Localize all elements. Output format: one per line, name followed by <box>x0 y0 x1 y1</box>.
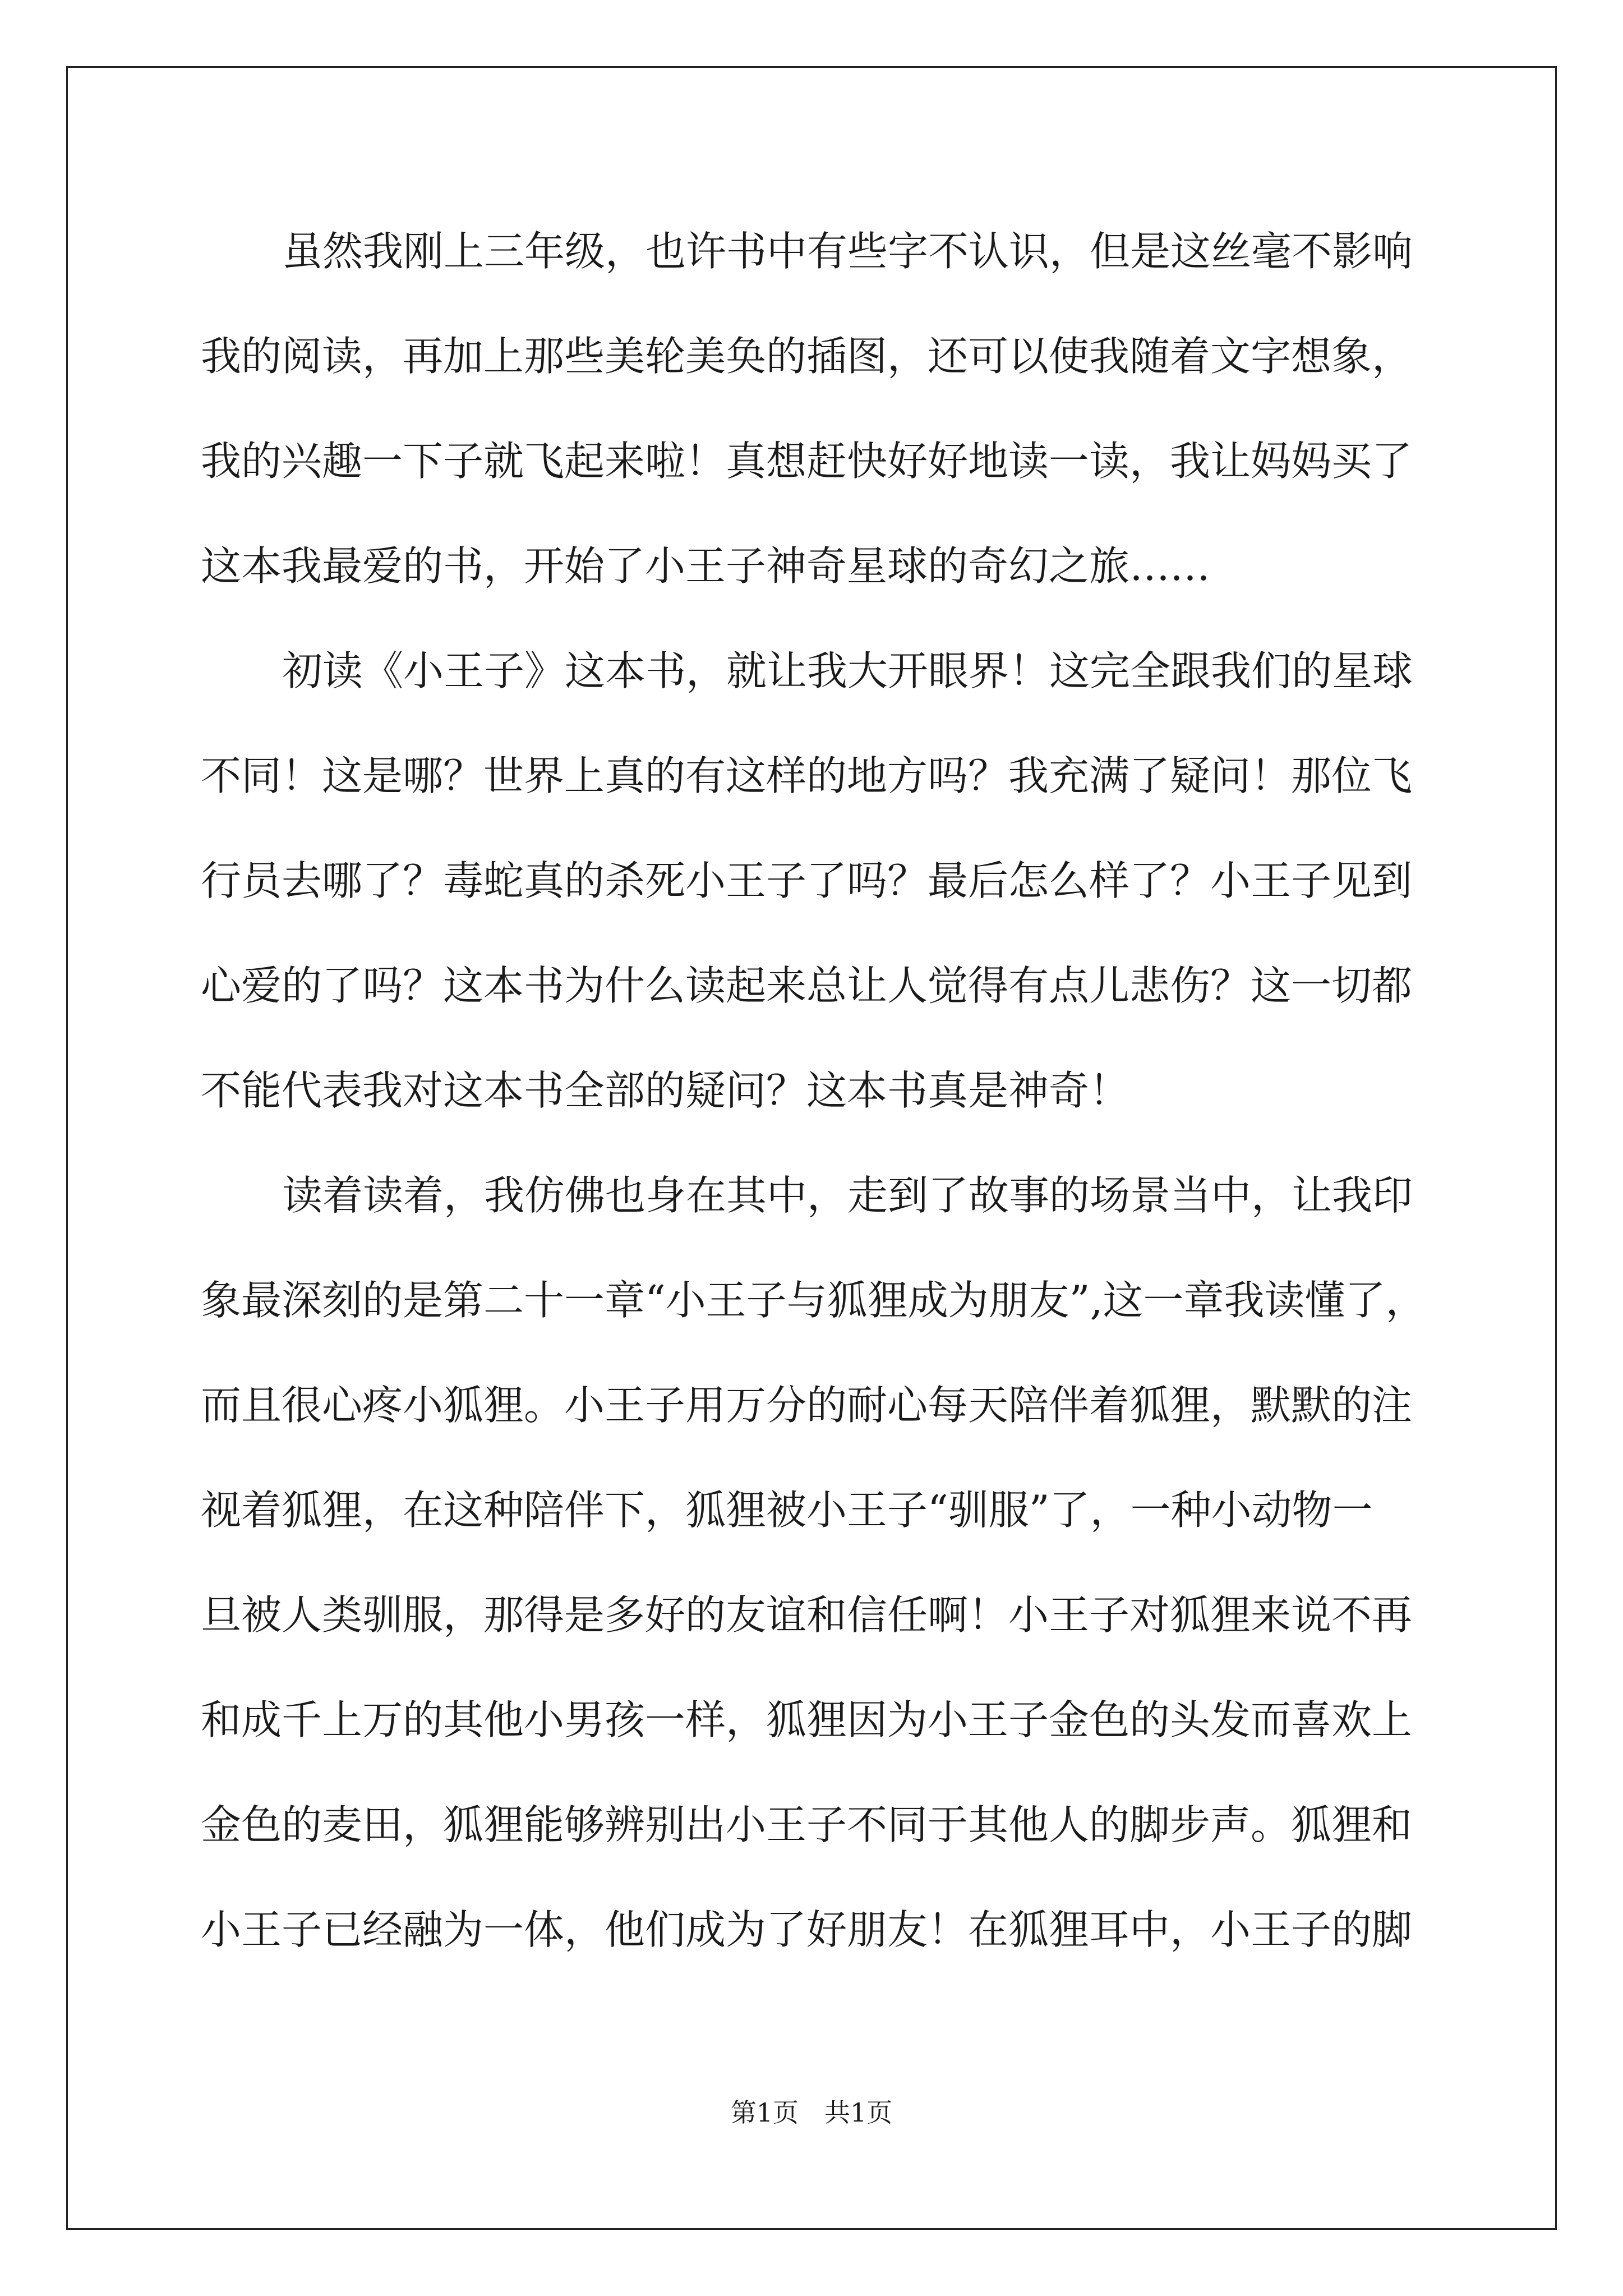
paragraph-3-line-5: 旦被人类驯服，那得是多好的友谊和信任啊！小王子对狐狸来说不再 <box>201 1591 1413 1639</box>
page-footer: 第1页 共1页 <box>730 2097 893 2128</box>
paragraph-3-line-8: 小王子已经融为一体，他们成为了好朋友！在狐狸耳中，小王子的脚 <box>201 1906 1413 1953</box>
paragraph-2-line-3: 行员去哪了？毒蛇真的杀死小王子了吗？最后怎么样了？小王子见到 <box>201 857 1413 904</box>
paragraph-3-line-6: 和成千上万的其他小男孩一样，狐狸因为小王子金色的头发而喜欢上 <box>201 1696 1413 1743</box>
paragraph-2-line-2: 不同！这是哪？世界上真的有这样的地方吗？我充满了疑问！那位飞 <box>201 752 1413 799</box>
paragraph-3-line-2: 象最深刻的是第二十一章“小王子与狐狸成为朋友”,这一章我读懂了， <box>201 1277 1426 1324</box>
paragraph-3-line-3: 而且很心疼小狐狸。小王子用万分的耐心每天陪伴着狐狸，默默的注 <box>201 1382 1413 1429</box>
paragraph-3-line-1: 读着读着，我仿佛也身在其中，走到了故事的场景当中，让我印 <box>282 1172 1413 1219</box>
paragraph-2-line-4: 心爱的了吗？这本书为什么读起来总让人觉得有点儿悲伤？这一切都 <box>201 962 1413 1009</box>
paragraph-3-line-4: 视着狐狸，在这种陪伴下，狐狸被小王子“驯服”了，一种小动物一 <box>201 1487 1373 1534</box>
paragraph-1-line-3: 我的兴趣一下子就飞起来啦！真想赶快好好地读一读，我让妈妈买了 <box>201 438 1413 485</box>
paragraph-1-line-4: 这本我最爱的书，开始了小王子神奇星球的奇幻之旅…… <box>201 542 1211 590</box>
paragraph-1-line-1: 虽然我刚上三年级，也许书中有些字不认识，但是这丝毫不影响 <box>282 228 1413 275</box>
paragraph-1-line-2: 我的阅读，再加上那些美轮美奂的插图，还可以使我随着文字想象， <box>201 333 1413 380</box>
paragraph-2-line-5: 不能代表我对这本书全部的疑问？这本书真是神奇！ <box>201 1067 1130 1114</box>
paragraph-3-line-7: 金色的麦田，狐狸能够辨别出小王子不同于其他人的脚步声。狐狸和 <box>201 1801 1413 1848</box>
paragraph-2-line-1: 初读《小王子》这本书，就让我大开眼界！这完全跟我们的星球 <box>282 647 1413 694</box>
